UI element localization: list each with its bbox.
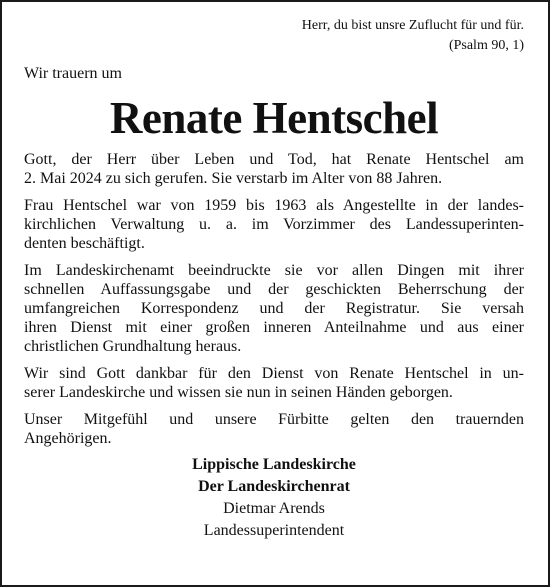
text-line: denten beschäftigt. [24, 235, 145, 252]
text-line: Unser Mitgefühl und unsere Fürbitte gelten den trauernden [24, 411, 524, 428]
signature-block [24, 454, 524, 542]
church-name: Lippische Landeskirche [192, 456, 356, 473]
text-line: Wir sind Gott dankbar für den Dienst von Renate Hentschel in un- [24, 365, 524, 382]
paragraph-condolence [24, 410, 524, 448]
text-line: ihren Dienst mit einer großen inneren Anteilnahme und aus einer [24, 319, 524, 336]
text-line: schnellen Auffassungsgabe und der geschickten Beherrschung der [24, 281, 524, 298]
mourning-intro: Wir trauern um [24, 65, 122, 82]
signatory-title: Landessuperintendent [203, 522, 345, 539]
text-line: Angehörigen. [24, 430, 112, 447]
text-line: christlichen Grundhaltung heraus. [24, 338, 242, 355]
paragraph-death [24, 150, 524, 188]
text-line: Im Landeskirchenamt beeindruckte sie vor allen Dingen mit ihrer [24, 262, 524, 279]
paragraph-character [24, 261, 524, 356]
text-line: Gott, der Herr über Leben und Tod, hat Renate Hentschel am [24, 151, 524, 168]
text-line: 2. Mai 2024 zu sich gerufen. Sie verstarb im Alter von 88 Jahren. [24, 170, 443, 187]
signatory-name: Dietmar Arends [223, 500, 325, 517]
deceased-name: Renate Hentschel [109, 93, 439, 143]
paragraph-gratitude [24, 364, 524, 402]
text-line: serer Landeskirche und wissen sie nun in seinen Händen geborgen. [24, 384, 453, 401]
bible-verse-text: Herr, du bist unsre Zuflucht für und für. [301, 18, 524, 33]
bible-verse-reference: (Psalm 90, 1) [448, 38, 524, 53]
text-line: Frau Hentschel war von 1959 bis 1963 als Angestellte in der landes- [24, 197, 524, 214]
paragraph-employment [24, 196, 524, 253]
text-line: umfangreichen Korrespondenz und der Registratur. Sie versah [24, 300, 524, 317]
bible-verse [24, 16, 524, 56]
council-name: Der Landeskirchenrat [198, 478, 350, 495]
text-line: kirchlichen Verwaltung u. a. im Vorzimmer des Landessuperinten- [24, 216, 524, 233]
